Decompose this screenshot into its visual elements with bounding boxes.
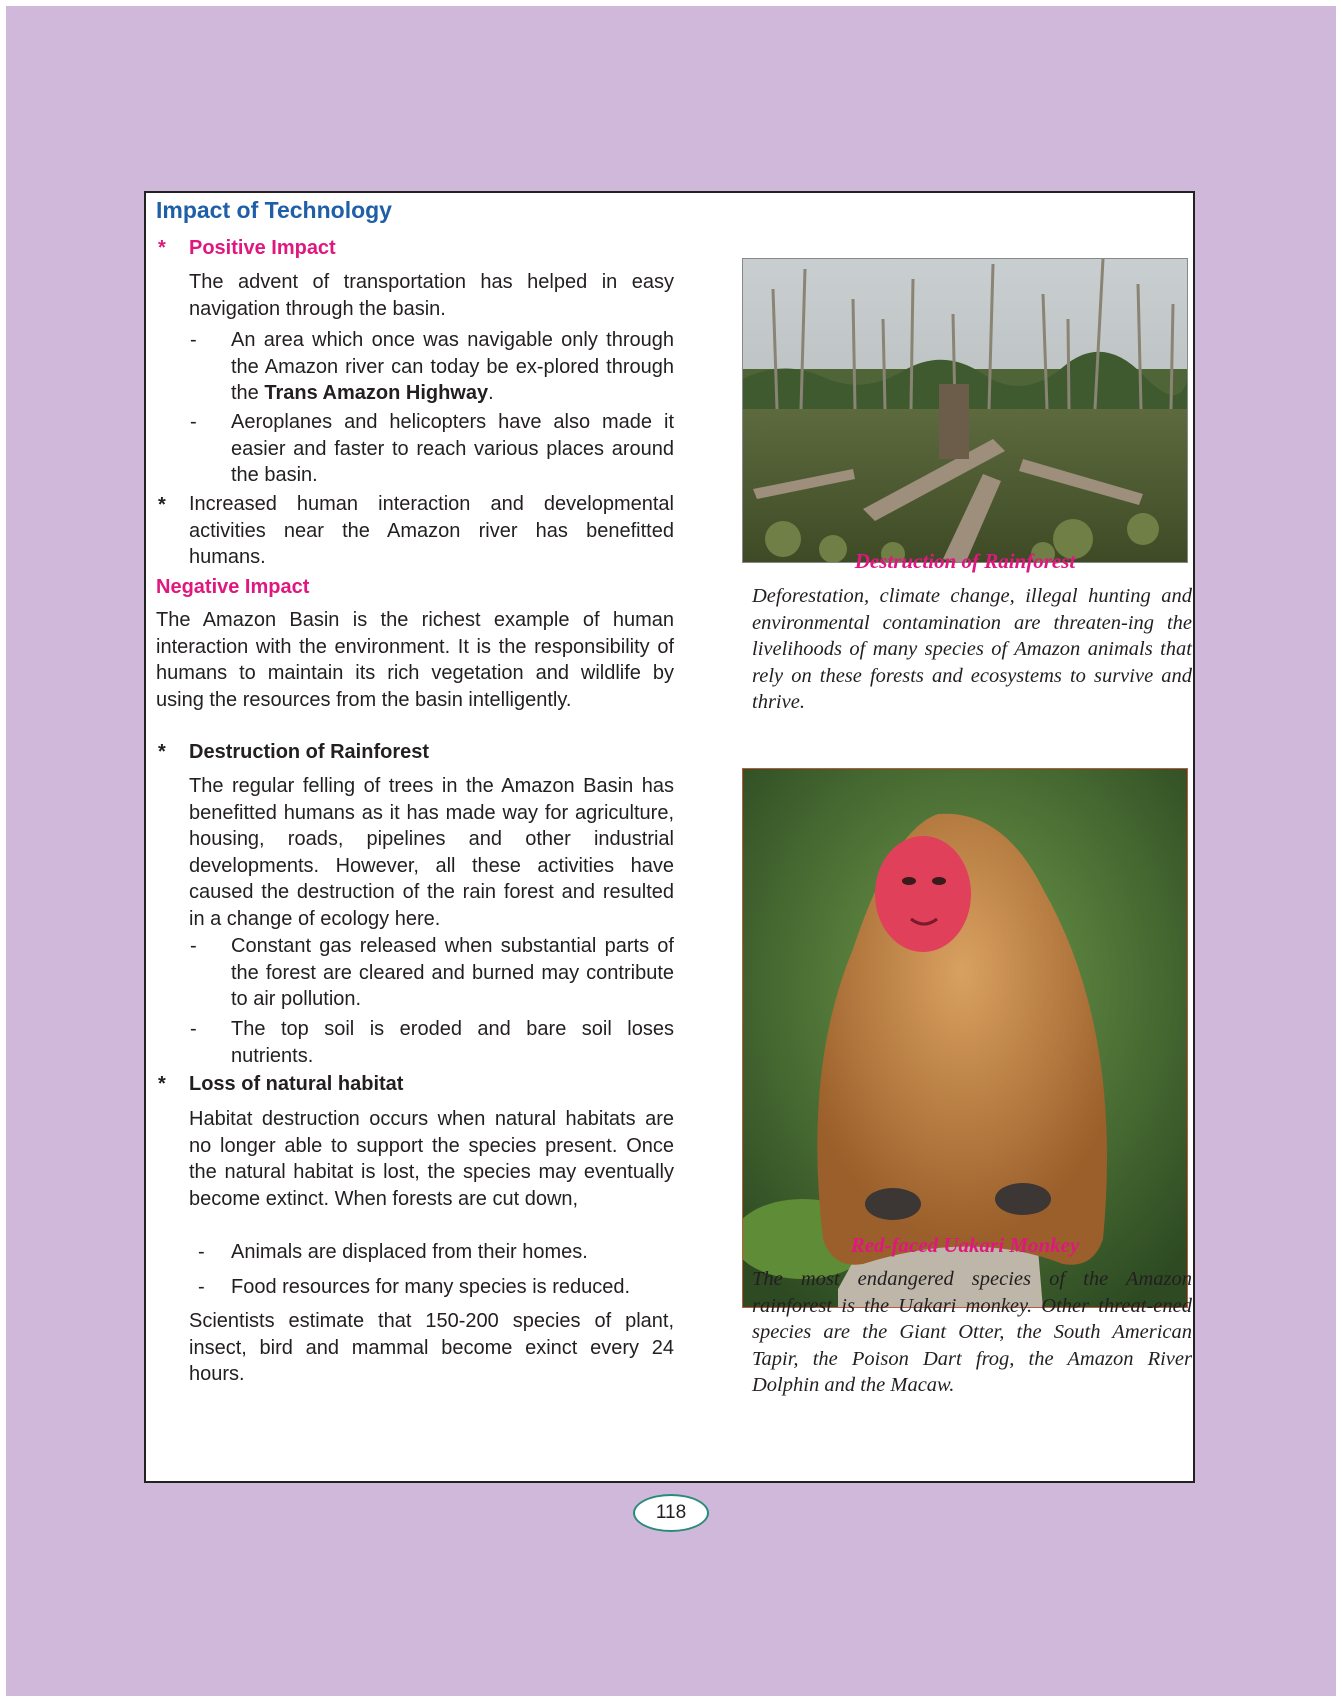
trans-highway-point: An area which once was navigable only through the Amazon river can today be ex-plored through the Trans Amazon Highway.	[231, 329, 674, 404]
gas-point: Constant gas released when substantial parts of the forest are cleared and burned may contribute to air pollution.	[231, 935, 674, 1010]
positive-intro: The advent of transportation has helped in easy navigation through the basin.	[189, 271, 674, 320]
deforestation-illustration	[743, 259, 1188, 563]
negative-impact-heading: Negative Impact	[156, 576, 310, 598]
bullet-star: *	[158, 741, 166, 763]
extinction-estimate: Scientists estimate that 150-200 species of plant, insect, bird and mammal become exinct every 24 hours.	[189, 1310, 674, 1385]
trans-amazon-highway: Trans Amazon Highway	[264, 382, 489, 404]
destruction-heading: Destruction of Rainforest	[189, 741, 430, 763]
human-interaction-point: Increased human interaction and developmental activities near the Amazon river has benefitted humans.	[189, 493, 674, 568]
uakari-caption-title: Red-faced Uakari Monkey	[850, 1233, 1080, 1257]
content-frame	[144, 191, 1195, 1483]
dash-marker: -	[190, 329, 197, 351]
aeroplanes-point: Aeroplanes and helicopters have also made it easier and faster to reach various places around the basin.	[231, 411, 674, 486]
rainforest-caption-text: Deforestation, climate change, illegal hunting and environmental contamination are threaten-ing the livelihoods of many species of Amazon animals that rely on these forests and ecosystems to survive and thrive.	[752, 585, 1192, 713]
habitat-heading: Loss of natural habitat	[189, 1073, 404, 1095]
bullet-star: *	[158, 494, 166, 516]
dash-marker: -	[190, 411, 197, 433]
negative-intro: The Amazon Basin is the richest example of human interaction with the environment. It is the responsibility of humans to maintain its rich vegetation and wildlife by using the resources from the basin intelligently.	[156, 609, 674, 711]
page-number: 118	[633, 1494, 709, 1532]
positive-bullet: *	[158, 237, 166, 259]
section-title: Impact of Technology	[156, 197, 392, 223]
bullet-star: *	[158, 1073, 166, 1095]
uakari-caption-text: The most endangered species of the Amazon rainforest is the Uakari monkey. Other threat-ened species are the Giant Otter, the South American Tapir, the Poison Dart frog, the Amazon River Dolphin and the Macaw.	[752, 1268, 1192, 1396]
topsoil-point: The top soil is eroded and bare soil loses nutrients.	[231, 1018, 674, 1067]
dash-marker: -	[198, 1276, 205, 1298]
dash-marker: -	[190, 1018, 197, 1040]
rainforest-destruction-photo	[742, 258, 1188, 563]
rainforest-caption-title: Destruction of Rainforest	[854, 549, 1076, 573]
dash-marker: -	[198, 1241, 205, 1263]
habitat-text: Habitat destruction occurs when natural habitats are no longer able to support the species present. Once the natural habitat is lost, the species may eventually become extinct. When forests are cut down,	[189, 1108, 674, 1210]
uakari-illustration	[743, 769, 1188, 1308]
destruction-text: The regular felling of trees in the Amazon Basin has benefitted humans as it has made way for agriculture, housing, roads, pipelines and other industrial developments. However, all these activities have caused the destruction of the rain forest and resulted in a change of ecology here.	[189, 775, 674, 930]
positive-impact-heading: Positive Impact	[189, 237, 336, 259]
animals-displaced-point: Animals are displaced from their homes.	[231, 1241, 588, 1263]
dash-marker: -	[190, 935, 197, 957]
uakari-monkey-photo	[742, 768, 1188, 1308]
food-resources-point: Food resources for many species is reduced.	[231, 1276, 631, 1298]
